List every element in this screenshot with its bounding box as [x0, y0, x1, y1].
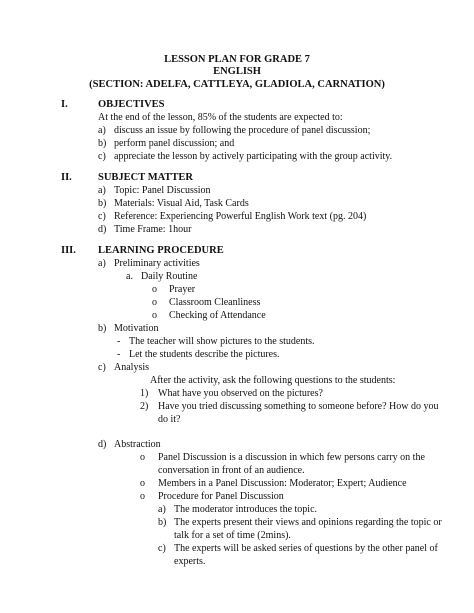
motivation-label: Motivation [114, 323, 159, 334]
objectives-intro: At the end of the lesson, 85% of the students are expected to: [98, 112, 343, 123]
motivation-step-1: The teacher will show pictures to the students. [129, 336, 315, 347]
subject-marker-c: c) [98, 211, 106, 222]
routine-cleanliness: Classroom Cleanliness [169, 297, 261, 308]
daily-routine-marker: a. [126, 271, 133, 282]
motivation-marker: b) [98, 323, 107, 334]
objectives-number: I. [61, 99, 68, 110]
question-2-line-1: Have you tried discussing something to someone before? How do you [158, 401, 439, 412]
objective-c: appreciate the lesson by actively participating with the group activity. [114, 151, 393, 162]
procedure-step-b-line-2: talk for a set of time (2mins). [174, 530, 291, 541]
objective-a: discuss an issue by following the procedure of panel discussion; [114, 125, 371, 136]
question-2-marker: 2) [140, 401, 149, 412]
procedure-step-a: The moderator introduces the topic. [174, 504, 318, 515]
analysis-marker: c) [98, 362, 106, 373]
bullet-icon: o [152, 310, 157, 321]
procedure-step-b-marker: b) [158, 517, 167, 528]
question-1-marker: 1) [140, 388, 149, 399]
abstraction-label: Abstraction [114, 439, 161, 450]
objectives-heading: OBJECTIVES [98, 99, 165, 110]
document-title-line1: LESSON PLAN FOR GRADE 7 [164, 54, 310, 65]
subject-time-frame: Time Frame: 1hour [114, 224, 192, 235]
bullet-icon: o [152, 297, 157, 308]
routine-attendance: Checking of Attendance [169, 310, 266, 321]
subject-materials: Materials: Visual Aid, Task Cards [114, 198, 249, 209]
subject-marker-a: a) [98, 185, 106, 196]
question-2-line-2: do it? [158, 414, 181, 425]
dash-icon: - [117, 336, 121, 347]
analysis-intro: After the activity, ask the following questions to the students: [150, 375, 396, 386]
analysis-label: Analysis [114, 362, 149, 373]
subject-matter-heading: SUBJECT MATTER [98, 172, 194, 183]
subject-marker-d: d) [98, 224, 107, 235]
preliminary-activities: Preliminary activities [114, 258, 200, 269]
subject-reference: Reference: Experiencing Powerful English Work text (pg. 204) [114, 211, 367, 222]
procedure-step-c-line-1: The experts will be asked series of questions by the other panel of [174, 543, 438, 554]
subject-marker-b: b) [98, 198, 107, 209]
subject-topic: Topic: Panel Discussion [114, 185, 211, 196]
bullet-icon: o [140, 452, 145, 463]
objective-marker-b: b) [98, 138, 107, 149]
daily-routine: Daily Routine [141, 271, 198, 282]
procedure-step-b-line-1: The experts present their views and opinions regarding the topic or [174, 517, 442, 528]
abstraction-procedure-heading: Procedure for Panel Discussion [158, 491, 284, 502]
routine-prayer: Prayer [169, 284, 196, 295]
abstraction-definition-line-2: conversation in front of an audience. [158, 465, 305, 476]
subject-matter-number: II. [61, 172, 72, 183]
document-title-line3: (SECTION: ADELFA, CATTLEYA, GLADIOLA, CARNATION) [89, 79, 385, 90]
preliminary-marker: a) [98, 258, 106, 269]
dash-icon: - [117, 349, 121, 360]
learning-procedure-heading: LEARNING PROCEDURE [98, 245, 224, 256]
procedure-step-c-line-2: experts. [174, 556, 206, 567]
objective-marker-c: c) [98, 151, 106, 162]
procedure-step-c-marker: c) [158, 543, 166, 554]
bullet-icon: o [140, 491, 145, 502]
objective-marker-a: a) [98, 125, 106, 136]
objective-b: perform panel discussion; and [114, 138, 235, 149]
bullet-icon: o [140, 478, 145, 489]
abstraction-members: Members in a Panel Discussion: Moderator; Expert; Audience [158, 478, 407, 489]
bullet-icon: o [152, 284, 157, 295]
procedure-step-a-marker: a) [158, 504, 166, 515]
abstraction-definition-line-1: Panel Discussion is a discussion in which few persons carry on the [158, 452, 425, 463]
abstraction-marker: d) [98, 439, 107, 450]
document-title-line2: ENGLISH [213, 66, 261, 77]
learning-procedure-number: III. [61, 245, 76, 256]
question-1: What have you observed on the pictures? [158, 388, 323, 399]
motivation-step-2: Let the students describe the pictures. [129, 349, 280, 360]
